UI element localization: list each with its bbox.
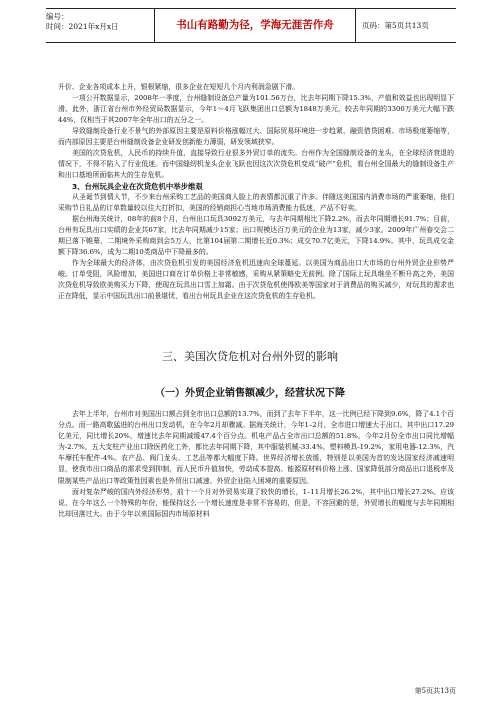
page-footer: 第5页共13页 <box>414 687 456 695</box>
subsection-heading: （一）外贸企业销售额减少，经营状况下降 <box>155 388 345 399</box>
paragraph: 作为全球最大的经济体，由次贷危机引发的美国经济危机迅速向全球蔓延。以美国为商品出口大市场的台州外贸企业形势严峻。订单受阻，风险增加，美国进口商在订单价格上非常敏感，采购从紧策略史无前例。除了国际上玩具继坐不断升高之外，美国次贷危机导致欧美购买力下降，使现在玩具出口雪上加霜。由于次贷危机使得欧美等国家对于消费品的购买减少，对玩具的需求也正在降低，显示中国玩具出口前景堪忧，看出台州玩具企业在这次贷危机的生存危机。 <box>58 259 454 300</box>
code-label: 编号： <box>46 12 69 21</box>
page-label: 页码：第5页共13页 <box>362 21 429 30</box>
paragraph: 一项公开数据显示，2008年一季度，台州缝制设备总产量为101.56万台，比去年同期下降15.3%，产值和效益也出现明显下滑。此外，浙江省台州市外经贸局数据显示，今年1～4月飞跃集团出口总额为1848万美元，较去年同期的3300万美元大幅下跌44%，仅相当于其2007年全年出口的五分之一。 <box>58 94 454 124</box>
page-header <box>46 8 456 43</box>
paragraph: 去年上半年，台州市对美国出口额占到全市出口总额的13.7%，而到了去年下半年，这一比例已经下降到9.6%，降了4.1个百分点。而一路高歌猛进的台州出口发动机，在今年2月却骤减。据海关统计，今年1–2月，全市进口增速大于出口。其中出口17.29亿美元，同比增长20%，增速比去年同期减缓47.4个百分点。机电产品占全市出口总额的51.8%，今年2月份全市出口同比增幅为-2.7%，五大支柱产业出口除医药化工外，都比去年同期下降，其中服装机械-33.4%，塑料模具-19.2%，家用电器-12.3%，汽车摩托车配件-4%。农产品、阀门龙头、工艺品等都大幅度下降。世界经济增长放缓，特别是以美国为首的发达国家经济减速明显，使我市出口商品的需求受到抑制，而人民币升值加快，劳动成本提高、能源原材料价格上涨、国家降低部分商品出口退税率及限制某些产品出口等政策性因素也是外贸出口减速、外贸企业陷入困境的重要原因。 <box>58 410 454 485</box>
paragraph: 从圣诞节到情人节，不少来台州采购工艺品的美国商人脸上的表情都沉重了许多。伴随这美国国内消费市场的严重萎缩，他们采购节日礼品的订单数量较以往大打折扣，美国的经销商担心当地市场消费能力低迷，产品不好卖。 <box>58 193 454 212</box>
paragraph: 导致缝制设备行业不景气的外部原因主要是原料价格涨幅过大、国际贸易环境进一步趋紧、融资借贷困难、市场极度萎缩等，而内部原因主要是台州缝制设备企业研发创新能力薄弱，研发领域狭窄。 <box>58 127 454 146</box>
motto: 书山有路勤为径，学海无涯苦作舟 <box>176 19 334 31</box>
paragraph: 美国的次贷危机，人民币的持续升值，直接导致行业很多外贸订单的流失。台州作为全国缝制设备的龙头，在全球经济衰退的情况下，不得不陷入了行业低迷。而中国缝纫机龙头企业飞跃也因这次次贷危机变成“破产”危机，看台州全国最大的缝制设备生产和出口基地所面临其大的生存危机。 <box>58 149 454 179</box>
paragraph: 升价、企业各项成本上升，银根紧缩，很多企业在短短几个月内利润急剧下滑。 <box>58 83 300 91</box>
header-motto-cell <box>154 9 356 42</box>
time-label: 时间：2021年x月x日 <box>46 22 119 31</box>
section-2-body <box>58 409 454 520</box>
section-heading: 三、美国次贷危机对台州外贸的影响 <box>162 350 338 363</box>
header-left <box>46 9 154 45</box>
paragraph: 据台州海关统计，08年的前8个月，台州出口玩具3092万美元，与去年同期相比下降2.2%，而去年同期增长91.7%；目前，台州有玩具出口实绩的企业共67家，比去年同期减少15家；出口规模达百万美元的企业为13家，减少3家。2009年广州春交会二期已落下帷幕，二期境外采购商到会5万人，比第104届第二期增长近0.3%；成交70.7亿美元，下降14.9%。其中，玩具成交金额下降36.6%，成为二期10类商品中下降最多的。 <box>58 215 454 256</box>
subsection-title: 3、台州玩具企业在次贷危机中举步维艰 <box>72 182 203 191</box>
paragraph: 面对复杂严峻的国内外经济形势，前十一个月对外贸易实现了较快的增长，1–11月增长26.2%，其中出口增长27.2%。应该说，在今年这么一个特殊的年份，能保持这么一个增长速度是非常不容易的，但是，不容回避的是，外贸增长的幅度与去年同期相比却回落过大。由于今年以来国际国内市场原材料 <box>58 487 454 518</box>
section-1-body <box>58 82 454 302</box>
